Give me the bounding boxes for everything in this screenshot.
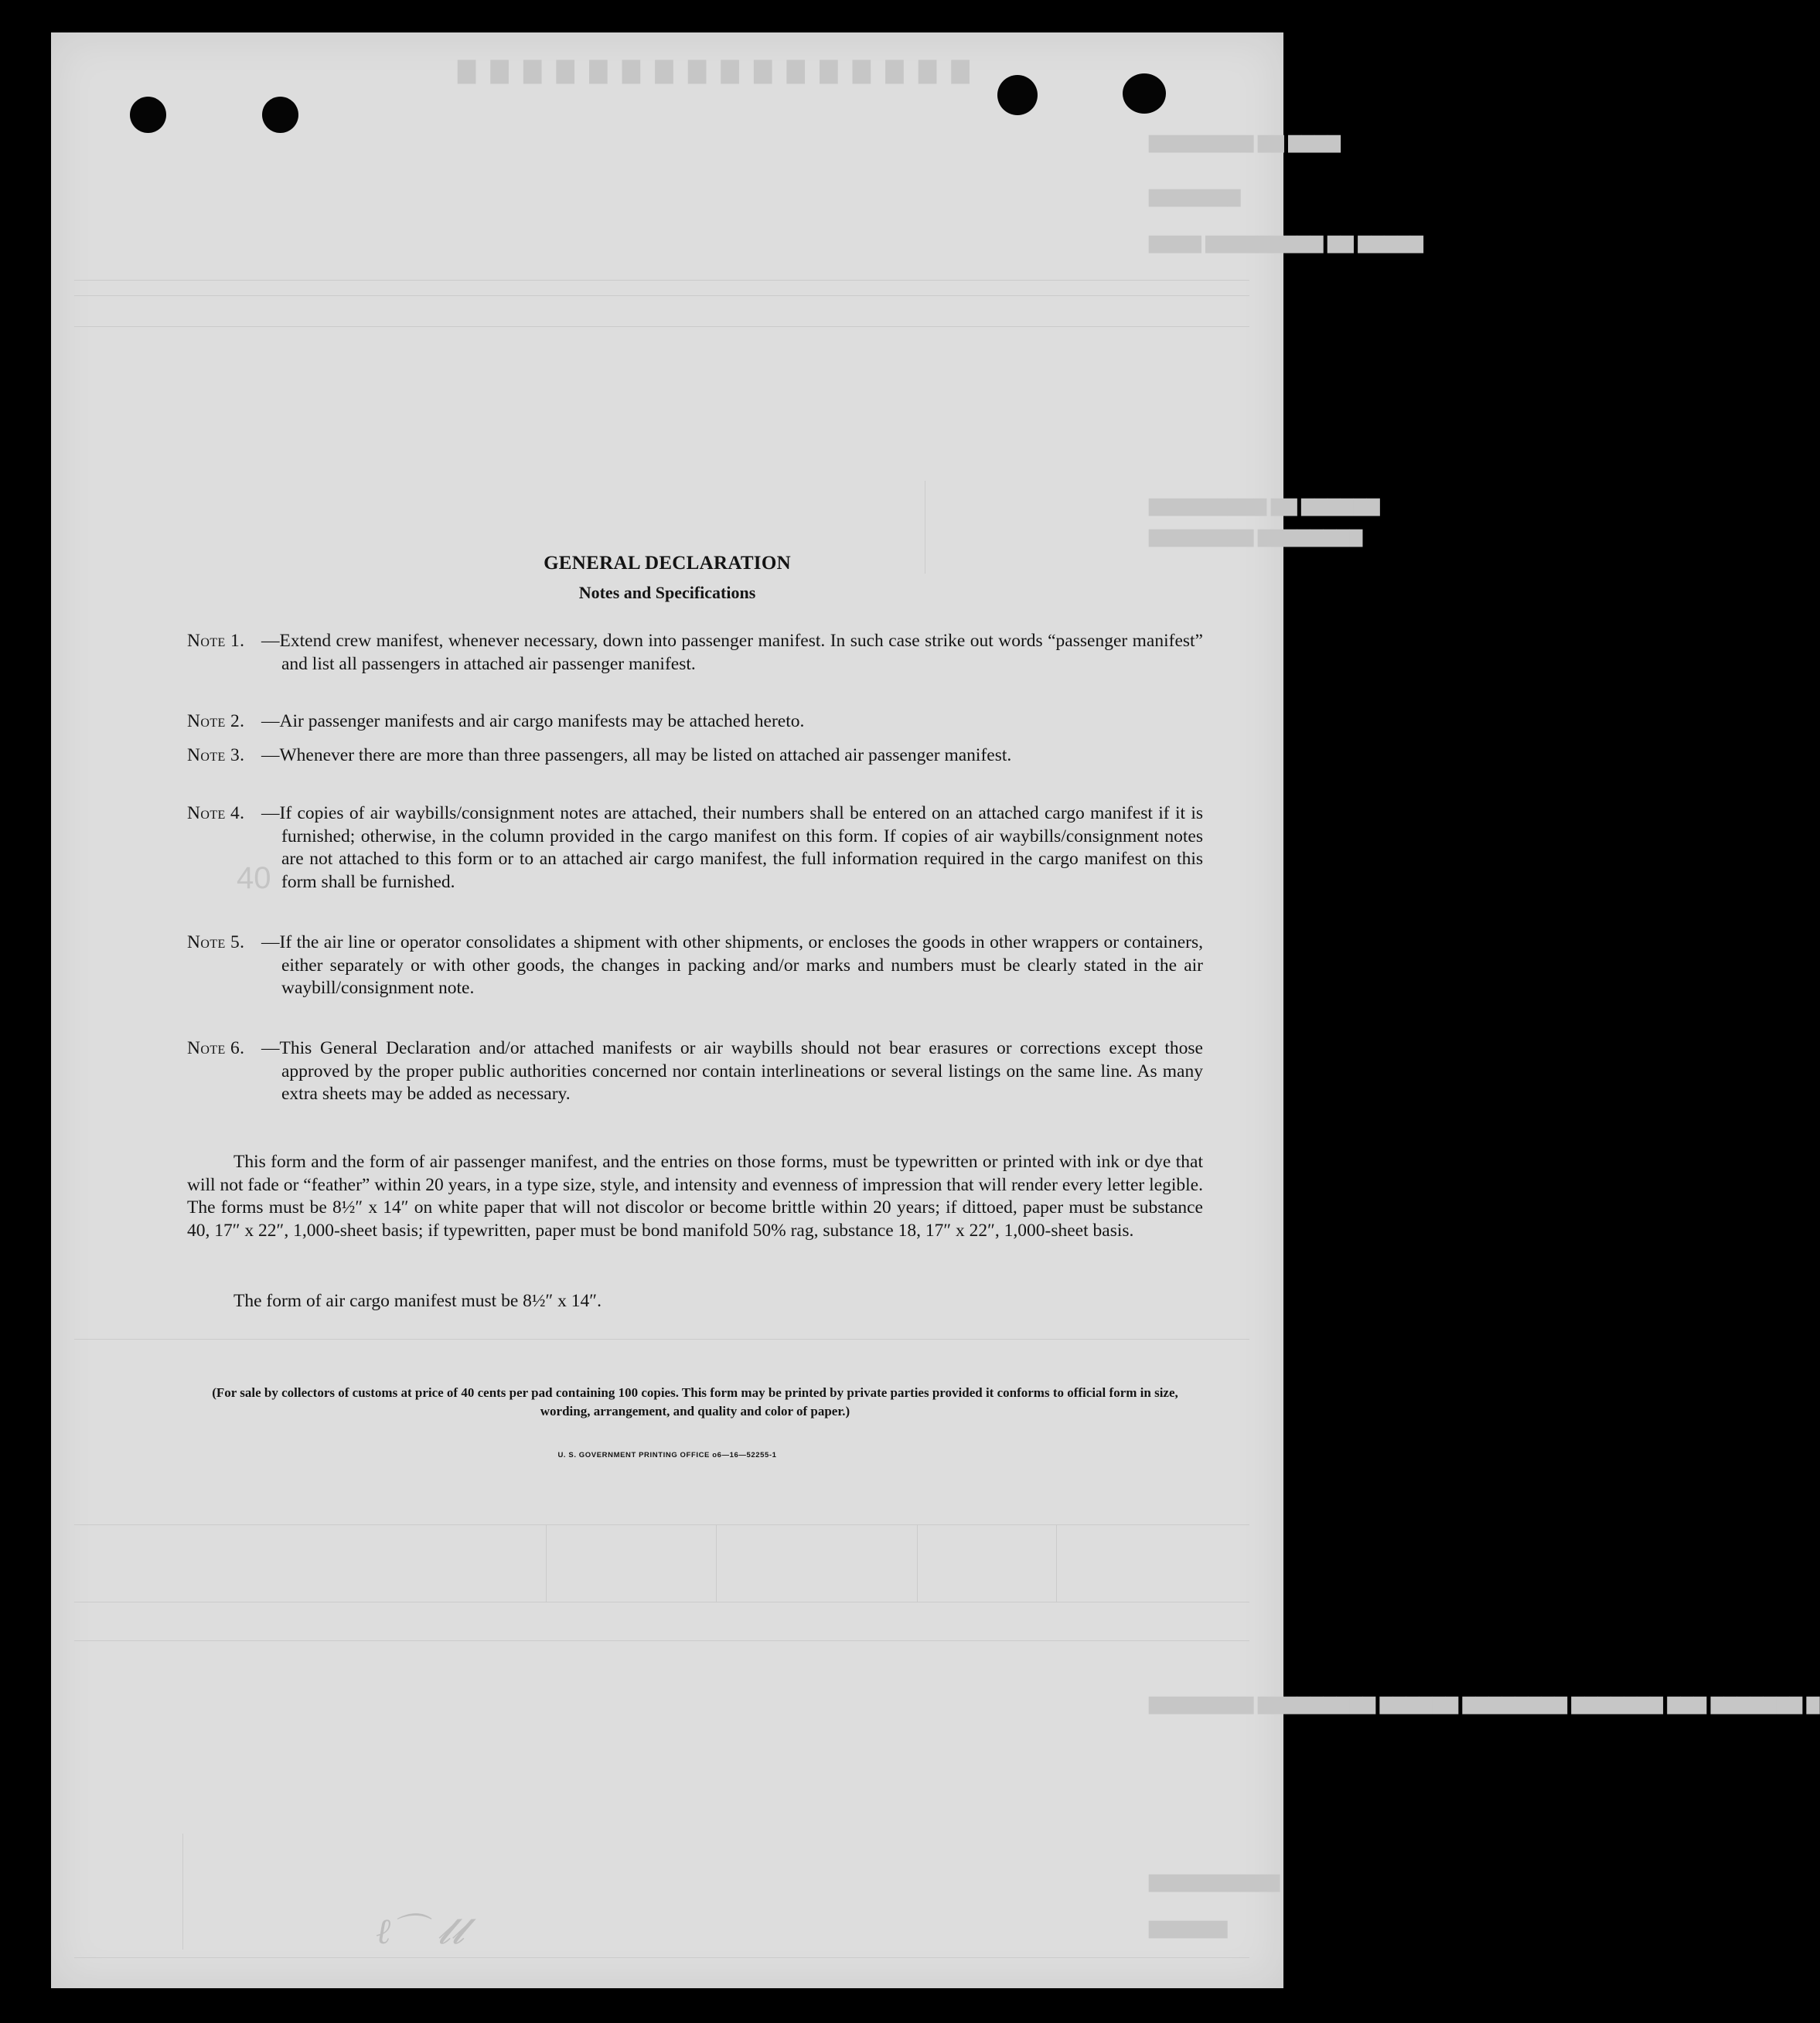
note-3 [187,744,1203,768]
printing-office-imprint: U. S. GOVERNMENT PRINTING OFFICE o6—16—52255-1 [557,1451,777,1459]
note-5-label: Note 5. [187,932,245,952]
spec-paragraph: This form and the form of air passenger manifest, and the entries on those forms, must be typewritten or printed with ink or dye that will not fade or “feather” within 20 years, in a type size, style, and intensity and evenness of impression that will render every letter legible. The forms must be 8½″ x 14″ on white paper that will not discolor or become brittle within 20 years; if dittoed, paper must be substance 40, 17″ x 22″, 1,000-sheet basis; if typewritten, paper must be bond manifold 50% rag, substance 18, 17″ x 22″, 1,000-sheet basis. [187,1152,1203,1241]
page-subtitle: Notes and Specifications [578,583,756,602]
note-6 [187,1037,1203,1106]
note-4 [187,802,1203,894]
note-3-text: —Whenever there are more than three passengers, all may be listed on attached air passenger manifest. [261,745,1012,765]
note-1-text: —Extend crew manifest, whenever necessary, down into passenger manifest. In such case strike out words “passenger manifest” and list all passengers in attached air passenger manifest. [261,631,1203,674]
note-6-text: —This General Declaration and/or attached manifests or air waybills should not bear erasures or corrections except those approved by the proper public authorities concerned nor contain interlineations or several listings on the same line. As many extra sheets may be added as necessary. [261,1038,1203,1104]
note-1-label: Note 1. [187,631,245,651]
punch-hole-2 [262,97,298,133]
note-5 [187,931,1203,1000]
note-6-label: Note 6. [187,1038,245,1058]
note-2-label: Note 2. [187,711,245,731]
cargo-form-size-line: The form of air cargo manifest must be 8½″ x 14″. [233,1291,602,1311]
document-page: ▇ ▇ ▇ ▇ ▇ ▇ ▇ ▇ ▇ ▇ ▇ ▇ ▇ ▇ ▇ ▇ ▇▇▇▇ ▇▇ ▇▇▇▇▇▇▇▇ ▇▇▇▇▇▇▇ ▇▇▇▇▇ ▇▇ ▇▇▇▇▇▇▇▇▇ ▇▇▇▇ ▇▇▇▇▇▇ ▇▇ ▇▇▇▇▇▇▇▇▇ ▇▇▇▇▇▇▇▇ ▇▇▇▇▇▇▇▇ ▇ ▇▇▇▇▇▇▇ ▇▇▇ ▇▇▇▇▇▇▇ ▇▇▇▇▇▇▇▇ ▇▇▇▇▇▇ ▇▇▇▇▇▇▇▇▇ ▇▇▇▇▇▇▇▇ ▇▇▇▇▇▇▇▇▇▇ ▇▇▇▇▇▇ GENERAL DECLARATION Notes and Specifications Note 1. —Extend crew manifest, whenever necessary, down into passenger manifest. In such case strike out words “passenger manifest” and list all passengers in attached air passenger manifest. Note 2. —Air passenger manifests and air cargo manifests may be attached hereto. Note 3. —Whenever there are more than three passengers, all may be listed on attached air passenger manifest. Note 4. —If copies of air waybills/consignment notes are attached, their numbers shall be entered on an attached cargo manifest if it is furnished; otherwise, in the column provided in the cargo manifest on this form. If copies of air waybills/consignment notes are not attached to this form or to an attached air cargo manifest, the full information required in the cargo manifest on this form shall be furnished. Note 5. —If the air line or operator consolidates a shipment with other shipments, or encloses the goods in other wrappers or containers, either separately or with other goods, the changes in packing and/or marks and numbers must be clearly stated in the air waybill/consignment note. Note 6. —This General Declaration and/or attached manifests or air waybills should not bear erasures or corrections except those approved by the proper public authorities concerned nor contain interlineations or several listings on the same line. As many extra sheets may be added as necessary. 40 This form and the form of air passenger manifest, and the entries on those forms, must be typewritten or printed with ink or dye that will not fade or “feather” within 20 years, in a type size, style, and intensity and evenness of impression that will render every letter legible. The forms must be 8½″ x 14″ on white paper that will not discolor or become brittle within 20 years; if dittoed, paper must be substance 40, 17″ x 22″, 1,000-sheet basis; if typewritten, paper must be bond manifold 50% rag, substance 18, 17″ x 22″, 1,000-sheet basis. The form of air cargo manifest must be 8½″ x 14″. (For sale by collectors of customs at price of 40 cents per pad containing 100 copies. This form may be printed by private parties provided it conforms to official form in size, wording, arrangement, and quality and color of paper.) U. S. GOVERNMENT PRINTING OFFICE o6—16—52255-1 ℓ⌒ 𝓵𝓵 [51,32,1283,1988]
note-4-text: —If copies of air waybills/consignment notes are attached, their numbers shall be entered on an attached cargo manifest if it is furnished; otherwise, in the column provided in the cargo manifest on this form. If copies of air waybills/consignment notes are not attached to this form or to an attached air cargo manifest, the full information required in the cargo manifest on this form shall be furnished. [261,803,1203,892]
punch-hole-4 [1123,73,1166,114]
punch-hole-3 [997,75,1038,115]
note-2-text: —Air passenger manifests and air cargo manifests may be attached hereto. [261,711,805,731]
page-title: GENERAL DECLARATION [544,553,791,574]
note-2 [187,710,1203,734]
notes-sheet [51,32,1283,1988]
sale-notice: (For sale by collectors of customs at price of 40 cents per pad containing 100 copies. This form may be printed by private parties provided it conforms to official form in size, wording, arrangement, and quality and color of paper.) [212,1385,1178,1418]
margin-number-mark: 40 [237,861,271,895]
signature-bleed-through: ℓ⌒ 𝓵𝓵 [376,1910,465,1952]
note-3-label: Note 3. [187,745,245,765]
punch-hole-1 [130,97,166,133]
note-4-label: Note 4. [187,803,245,823]
note-1 [187,630,1203,676]
note-5-text: —If the air line or operator consolidates a shipment with other shipments, or encloses the goods in other wrappers or containers, either separately or with other goods, the changes in packing and/or marks and numbers must be clearly stated in the air waybill/consignment note. [261,932,1203,998]
bleed-through-heading: ▇ ▇ ▇ ▇ ▇ ▇ ▇ ▇ ▇ ▇ ▇ ▇ ▇ ▇ ▇ ▇ [453,58,970,83]
